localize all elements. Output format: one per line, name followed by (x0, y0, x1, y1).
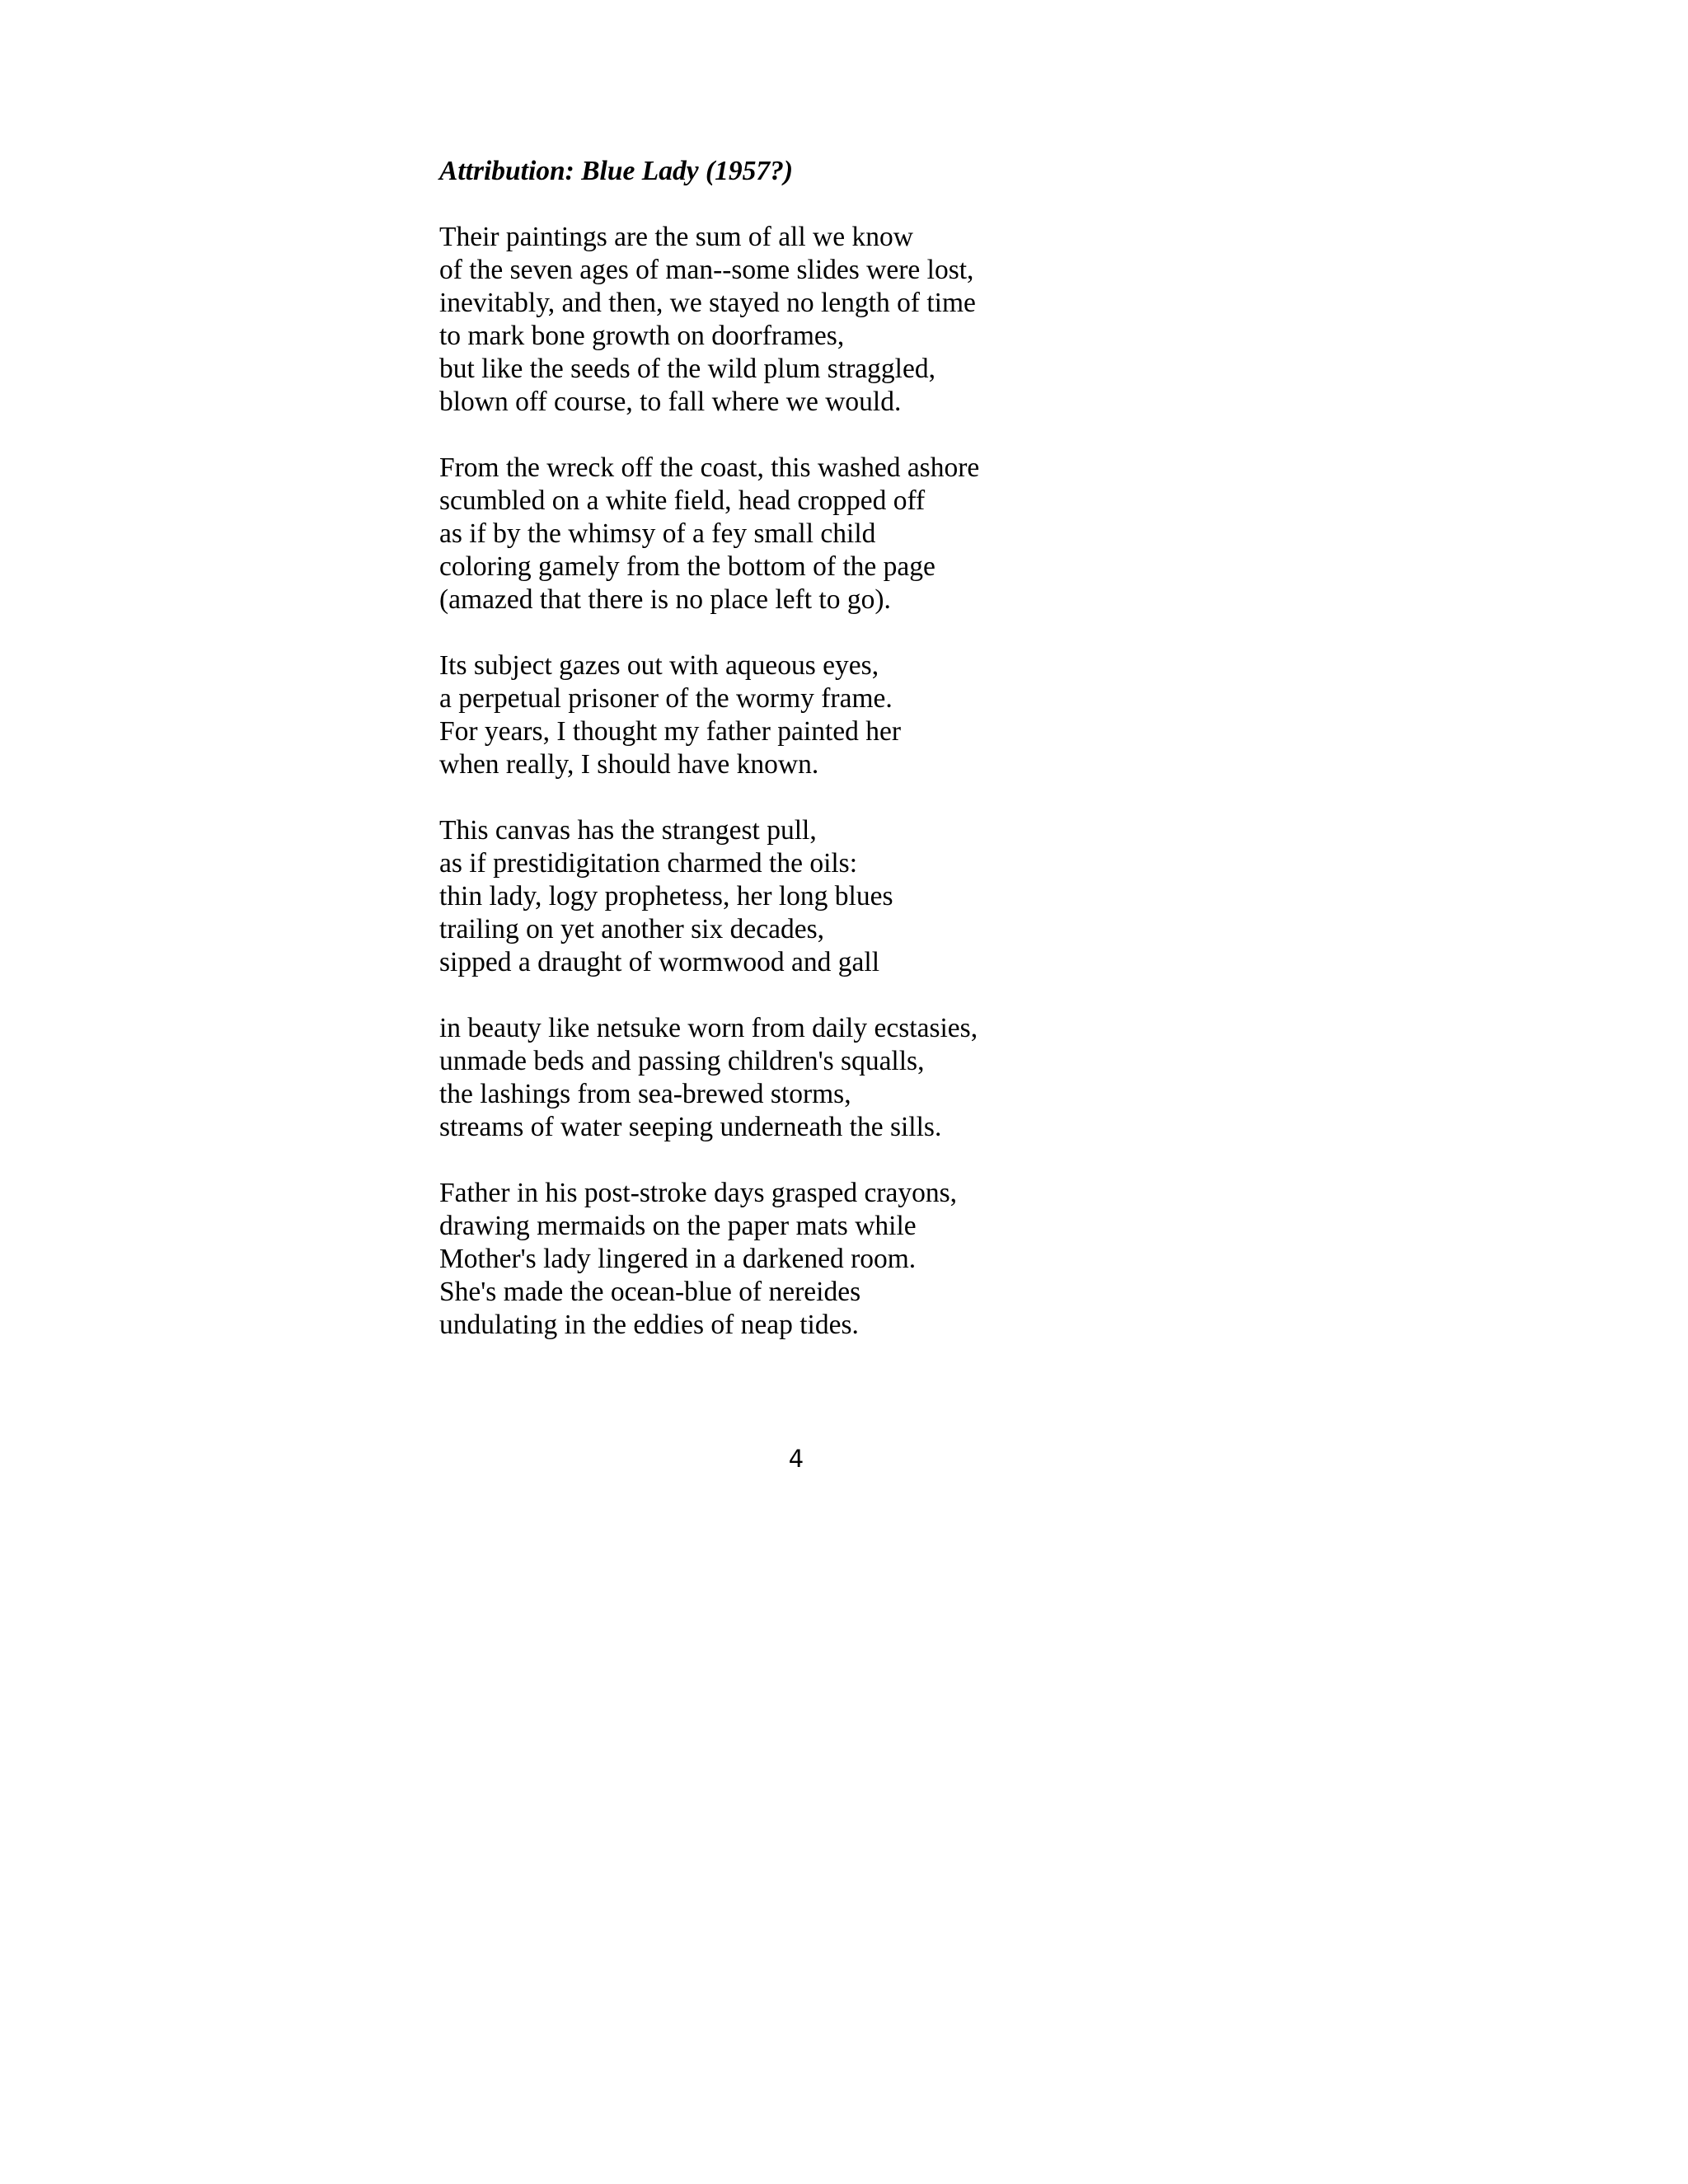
poem-title: Attribution: Blue Lady (1957?) (439, 156, 794, 186)
poem-line: trailing on yet another six decades, (439, 914, 824, 944)
stanza-6 (439, 1177, 1346, 1342)
poem-line: For years, I thought my father painted her (439, 716, 902, 747)
stanza-2 (439, 452, 1346, 616)
poem-line: but like the seeds of the wild plum straggled, (439, 354, 935, 384)
poem (439, 155, 1346, 1375)
poem-line: in beauty like netsuke worn from daily ecstasies, (439, 1013, 978, 1043)
poem-line: drawing mermaids on the paper mats while (439, 1211, 917, 1241)
poem-line: sipped a draught of wormwood and gall (439, 947, 880, 977)
poem-line: streams of water seeping underneath the sills. (439, 1112, 942, 1142)
poem-line: the lashings from sea-brewed storms, (439, 1079, 851, 1109)
poem-line: a perpetual prisoner of the wormy frame. (439, 683, 893, 714)
page-number: 4 (788, 1445, 804, 1473)
poem-line: (amazed that there is no place left to go). (439, 584, 891, 615)
poem-line: when really, I should have known. (439, 749, 819, 780)
poem-line: coloring gamely from the bottom of the page (439, 551, 935, 582)
poem-line: Father in his post-stroke days grasped crayons, (439, 1178, 957, 1208)
poem-line: unmade beds and passing children's squalls, (439, 1046, 925, 1076)
poem-line: From the wreck off the coast, this washed ashore (439, 452, 980, 483)
poem-line: This canvas has the strangest pull, (439, 815, 817, 846)
stanza-5 (439, 1012, 1346, 1144)
poem-line: thin lady, logy prophetess, her long blues (439, 881, 893, 912)
poem-line: inevitably, and then, we stayed no length of time (439, 288, 976, 318)
poem-line: to mark bone growth on doorframes, (439, 321, 845, 351)
poem-line: as if prestidigitation charmed the oils: (439, 848, 858, 879)
poem-line: Its subject gazes out with aqueous eyes, (439, 650, 879, 681)
poem-line: Their paintings are the sum of all we know (439, 222, 913, 252)
poem-line: as if by the whimsy of a fey small child (439, 518, 876, 549)
stanza-3 (439, 649, 1346, 781)
stanza-4 (439, 814, 1346, 979)
poem-line: of the seven ages of man--some slides were lost, (439, 255, 974, 285)
poem-line: scumbled on a white field, head cropped off (439, 485, 926, 516)
poem-line: Mother's lady lingered in a darkened room. (439, 1244, 917, 1274)
poem-line: blown off course, to fall where we would. (439, 387, 902, 417)
stanza-1 (439, 221, 1346, 419)
poem-line: She's made the ocean-blue of nereides (439, 1277, 861, 1307)
poem-line: undulating in the eddies of neap tides. (439, 1310, 859, 1340)
